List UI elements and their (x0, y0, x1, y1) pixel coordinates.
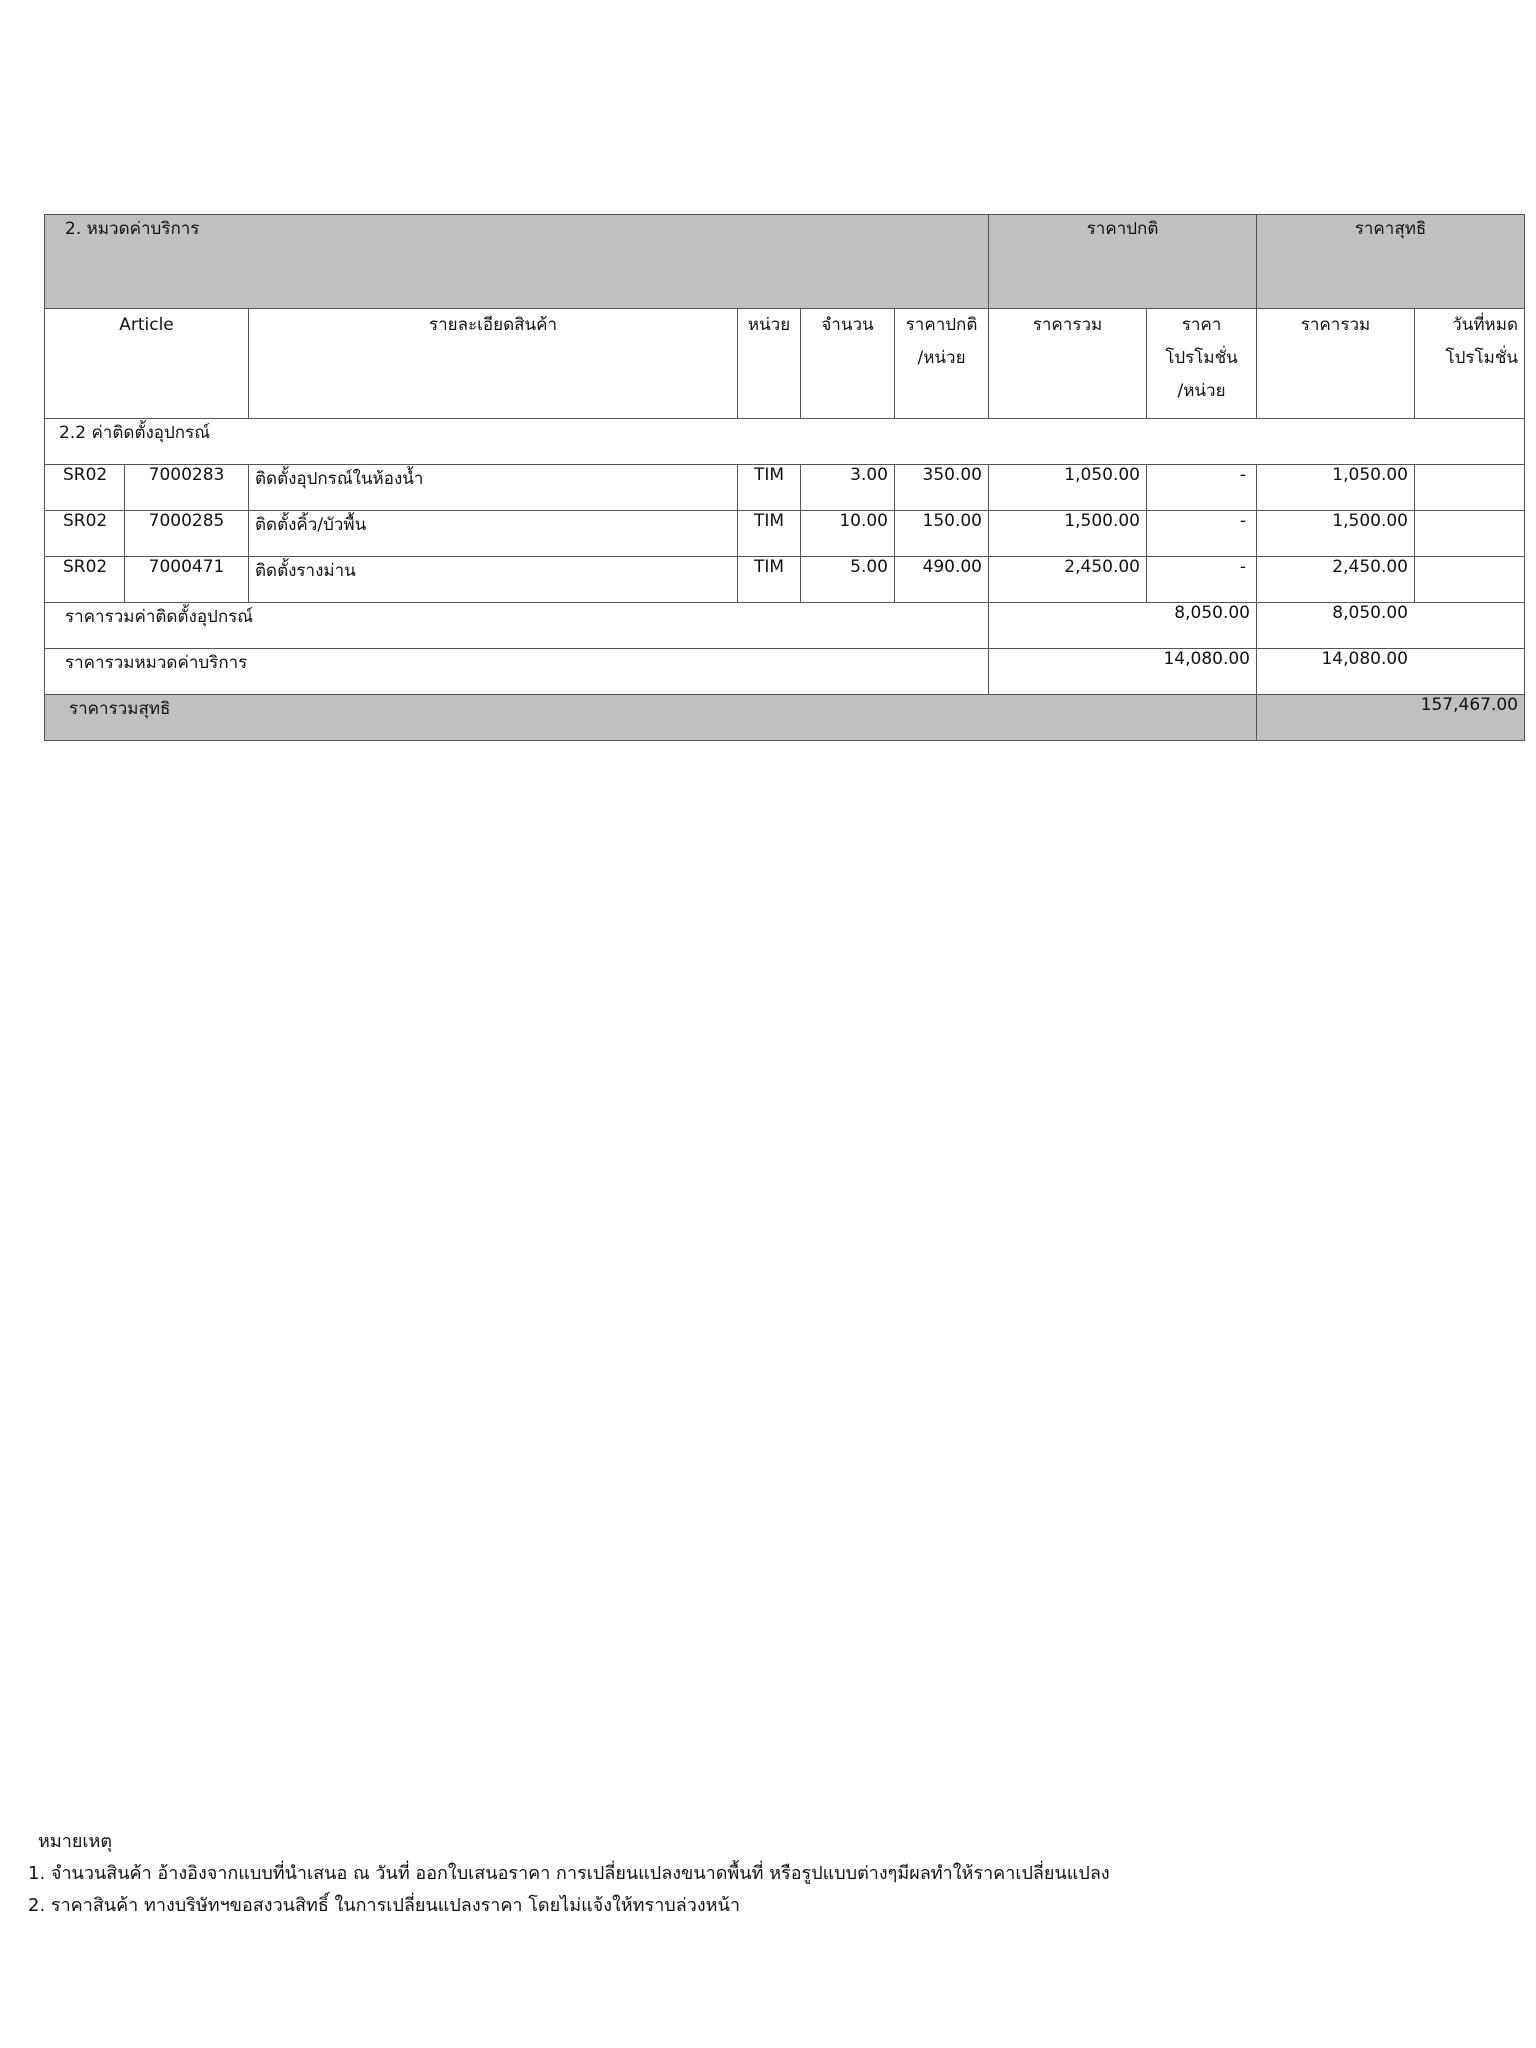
item-code: SR02 (45, 465, 125, 511)
col-promo-end-line2: โปรโมชั่น (1445, 348, 1518, 368)
col-description: รายละเอียดสินค้า (249, 309, 738, 419)
item-code: SR02 (45, 511, 125, 557)
category-title: 2. หมวดค่าบริการ (45, 215, 989, 309)
item-total: 1,500.00 (989, 511, 1147, 557)
col-promo-line2: โปรโมชั่น (1165, 348, 1238, 368)
col-qty: จำนวน (801, 309, 895, 419)
col-unit: หน่วย (738, 309, 801, 419)
item-code: SR02 (45, 557, 125, 603)
col-regular-unit-price-line1: ราคาปกติ (905, 315, 978, 335)
item-article: 7000471 (125, 557, 249, 603)
category-total-regular: 14,080.00 (989, 649, 1257, 695)
item-qty: 10.00 (801, 511, 895, 557)
col-article: Article (45, 309, 249, 419)
quotation-table (44, 214, 1525, 741)
item-promo-end (1415, 511, 1525, 557)
column-header-row (45, 309, 1525, 419)
section-title: 2.2 ค่าติดตั้งอุปกรณ์ (45, 419, 1525, 465)
item-promo-end (1415, 465, 1525, 511)
item-total: 2,450.00 (989, 557, 1147, 603)
item-description: ติดตั้งรางม่าน (249, 557, 738, 603)
col-promo-line1: ราคา (1181, 315, 1222, 335)
col-regular-unit-price-line2: /หน่วย (917, 348, 966, 368)
col-promo-unit-price (1147, 309, 1257, 419)
category-total-net: 14,080.00 (1321, 649, 1408, 669)
section-row (45, 419, 1525, 465)
item-description: ติดตั้งอุปกรณ์ในห้องน้ำ (249, 465, 738, 511)
subtotal-net-wrap (1257, 603, 1525, 649)
table-row (45, 511, 1525, 557)
item-net-total: 1,500.00 (1257, 511, 1415, 557)
notes (28, 1826, 1110, 1922)
category-total-net-wrap (1257, 649, 1525, 695)
item-promo-price: - (1147, 465, 1257, 511)
item-qty: 5.00 (801, 557, 895, 603)
item-promo-price: - (1147, 511, 1257, 557)
item-article: 7000283 (125, 465, 249, 511)
table-row (45, 465, 1525, 511)
item-description: ติดตั้งคิ้ว/บัวพื้น (249, 511, 738, 557)
notes-title: หมายเหตุ (38, 1831, 113, 1852)
note-line: 2. ราคาสินค้า ทางบริษัทฯขอสงวนสิทธิ์ ในการเปลี่ยนแปลงราคา โดยไม่แจ้งให้ทราบล่วงหน้า (28, 1895, 740, 1916)
item-unit-price: 490.00 (895, 557, 989, 603)
subtotal-net: 8,050.00 (1332, 603, 1408, 623)
item-qty: 3.00 (801, 465, 895, 511)
grand-total-value: 157,467.00 (1257, 695, 1525, 741)
section-subtotal-row (45, 603, 1525, 649)
regular-price-group-header: ราคาปกติ (989, 215, 1257, 309)
note-line: 1. จำนวนสินค้า อ้างอิงจากแบบที่นำเสนอ ณ วันที่ ออกใบเสนอราคา การเปลี่ยนแปลงขนาดพื้นที่ หรือรูปแบบต่างๆมีผลทำให้ราคาเปลี่ยนแปลง (28, 1863, 1110, 1884)
table-row (45, 557, 1525, 603)
grand-total-row (45, 695, 1525, 741)
item-article: 7000285 (125, 511, 249, 557)
col-net-total: ราคารวม (1257, 309, 1415, 419)
grand-total-label: ราคารวมสุทธิ (45, 695, 1257, 741)
col-regular-total: ราคารวม (989, 309, 1147, 419)
item-unit: TIM (738, 557, 801, 603)
col-regular-unit-price (895, 309, 989, 419)
item-unit-price: 350.00 (895, 465, 989, 511)
category-total-row (45, 649, 1525, 695)
item-net-total: 2,450.00 (1257, 557, 1415, 603)
item-unit: TIM (738, 511, 801, 557)
item-total: 1,050.00 (989, 465, 1147, 511)
net-price-group-header: ราคาสุทธิ (1257, 215, 1525, 309)
item-unit-price: 150.00 (895, 511, 989, 557)
subtotal-regular: 8,050.00 (989, 603, 1257, 649)
col-promo-end-line1: วันที่หมด (1452, 315, 1518, 335)
col-promo-line3: /หน่วย (1177, 381, 1226, 401)
item-promo-end (1415, 557, 1525, 603)
item-net-total: 1,050.00 (1257, 465, 1415, 511)
col-promo-end-date (1415, 309, 1525, 419)
subtotal-label: ราคารวมค่าติดตั้งอุปกรณ์ (45, 603, 989, 649)
category-header-row (45, 215, 1525, 309)
item-unit: TIM (738, 465, 801, 511)
item-promo-price: - (1147, 557, 1257, 603)
category-total-label: ราคารวมหมวดค่าบริการ (45, 649, 989, 695)
